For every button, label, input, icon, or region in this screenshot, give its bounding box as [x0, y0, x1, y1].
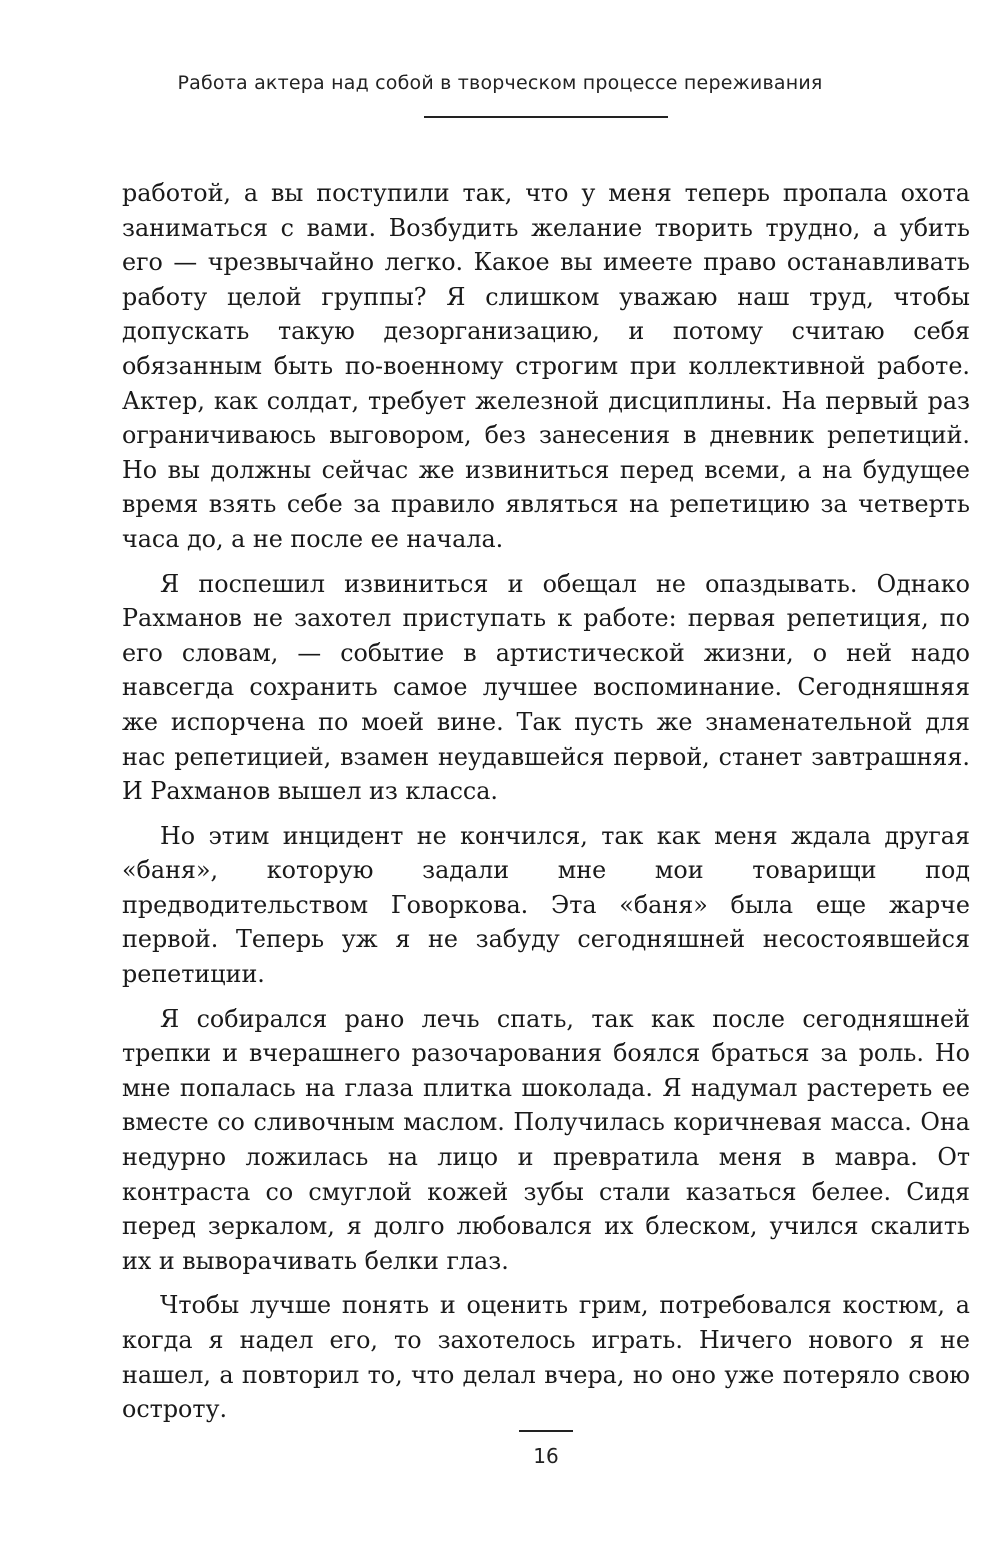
body-text: [122, 176, 970, 1437]
paragraph: работой, а вы поступили так, что у меня теперь пропала охота заниматься с вами. Возбудить желание творить трудно, а убить его — чрезвычайно легко. Какое вы имеете право останавливать работу целой группы? Я слишком уважаю наш труд, чтобы допускать такую дезорганизацию, и потому считаю себя обязанным быть по-военному строгим при коллективной работе. Актер, как солдат, требует железной дисциплины. На первый раз ограничиваюсь выговором, без занесения в дневник репетиций. Но вы должны сейчас же извиниться перед всеми, а на будущее время взять себе за правило являться на репетицию за четверть часа до, а не после ее начала.: [122, 179, 970, 553]
header-rule: [424, 116, 668, 118]
paragraph: Чтобы лучше понять и оценить грим, потребовался костюм, а когда я надел его, то захотелось играть. Ничего нового я не нашел, а повторил то, что делал вчера, но оно уже потеряло свою остроту.: [122, 1291, 970, 1424]
running-title: Работа актера над собой в творческом процессе переживания: [177, 72, 823, 94]
paragraph: Но этим инцидент не кончился, так как меня ждала другая «баня», которую задали мне мои товарищи под предводительством Говоркова. Эта «баня» была еще жарче первой. Теперь уж я не забуду сегодняшней несостоявшейся репетиции.: [122, 821, 970, 989]
paragraph: Я собирался рано лечь спать, так как после сегодняшней трепки и вчерашнего разочарования боялся браться за роль. Но мне попалась на глаза плитка шоколада. Я надумал растереть ее вместе со сливочным маслом. Получилась коричневая масса. Она недурно ложилась на лицо и превратила меня в мавра. От контраста со смуглой кожей зубы стали казаться белее. Сидя перед зеркалом, я долго любовался их блеском, учился скалить их и выворачивать белки глаз.: [122, 1004, 970, 1275]
folio-rule: [519, 1430, 573, 1432]
paragraph: Я поспешил извиниться и обещал не опаздывать. Однако Рахманов не захотел приступать к работе: первая репетиция, по его словам, — событие в артистической жизни, о ней надо навсегда сохранить самое лучшее воспоминание. Сегодняшняя же испорчена по моей вине. Так пусть же знаменательной для нас репетицией, взамен неудавшейся первой, станет завтрашняя. И Рахманов вышел из класса.: [122, 569, 970, 806]
page-number: 16: [533, 1444, 559, 1468]
